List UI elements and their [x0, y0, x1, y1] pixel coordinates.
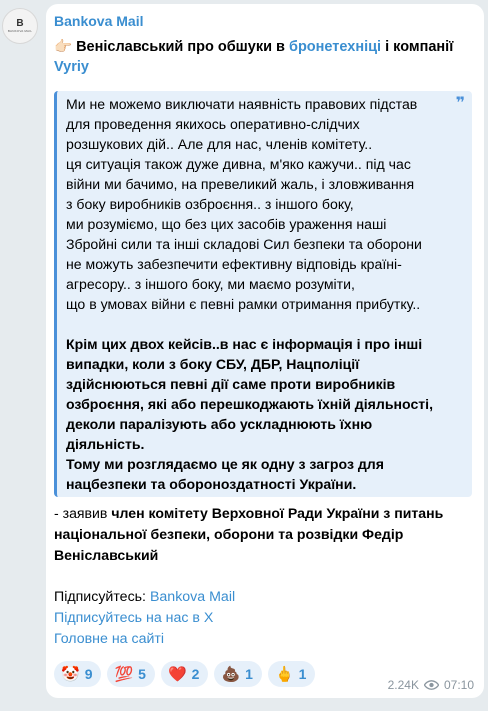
channel-name[interactable]: Bankova Mail: [54, 13, 144, 29]
quote-line: Крім цих двох кейсів..в нас є інформація і про інші: [66, 336, 423, 352]
reaction-middle-finger[interactable]: [268, 661, 315, 687]
quote-line: випадки, коли з боку СБУ, ДБР, Нацполіції: [66, 356, 360, 372]
quote-line: Збройні сили та інші складові Сил безпеки та оборони: [66, 236, 422, 252]
subscribe-line: [54, 587, 472, 608]
quote-line: розшукових дій.. Але для нас, членів комітету..: [66, 136, 373, 152]
views-count: 2.24K: [387, 678, 419, 692]
message-meta: [388, 678, 474, 692]
attribution-line: Веніславський: [54, 547, 159, 563]
attribution-text: [54, 503, 472, 566]
quote-line: війни ми бачимо, на превеликий жаль, і зловживання: [66, 176, 415, 192]
quote-plain-text: [66, 94, 450, 314]
reaction-count: 9: [84, 666, 93, 682]
quote-line: агресору.. з іншого боку, ми маємо розуміти,: [66, 276, 355, 292]
reaction-count: 5: [138, 666, 146, 682]
quote-icon: ❞: [455, 95, 465, 112]
quote-line: ця ситуація також дуже дивна, м'яко кажучи.. під час: [66, 156, 411, 172]
reaction-clown[interactable]: [54, 661, 101, 687]
avatar-letter: B: [16, 18, 24, 29]
site-link[interactable]: Головне на сайті: [54, 631, 165, 647]
heart-icon: ❤️: [167, 665, 187, 683]
pointing-hand-icon: 👉🏻: [54, 39, 73, 55]
quote-line: з боку виробників озброєння.. з іншого боку,: [66, 196, 354, 212]
reaction-count: 1: [298, 666, 307, 682]
clown-icon: 🤡: [61, 665, 80, 683]
quote-line: озброєння, які або перешкоджають їхній діяльності,: [66, 396, 434, 412]
quote-line: нацбезпеки та обороноздатності України.: [66, 476, 357, 492]
middle-finger-icon: 🖕: [274, 665, 294, 683]
quote-line: для проведення якихось оперативно-слідчих: [66, 116, 360, 132]
message-bubble: [46, 4, 484, 698]
reaction-count: 2: [191, 666, 200, 682]
headline-text-middle: і компанії: [381, 39, 454, 55]
quote-line: ми розуміємо, що без цих засобів ураження наші: [66, 216, 387, 232]
avatar-caption: BANKOVA MAIL: [7, 29, 33, 33]
channel-avatar[interactable]: [2, 8, 38, 44]
quote-line: здійснюються певні дії саме проти виробників: [66, 376, 396, 392]
hundred-icon: 💯: [114, 665, 134, 683]
site-line: [54, 629, 472, 650]
quote-line: не можуть забезпечити ефективну відповідь країні-: [66, 256, 402, 272]
reaction-count: 1: [245, 666, 253, 682]
x-line: [54, 608, 472, 629]
reaction-heart[interactable]: [161, 661, 208, 687]
subscribe-link[interactable]: Bankova Mail: [149, 589, 236, 605]
attribution-prefix: - заявив: [54, 505, 112, 521]
hashtag-link-bronetekhnitsi[interactable]: бронетехніці: [288, 39, 382, 55]
attribution-line: член комітету Верховної Ради України з питань: [111, 505, 444, 521]
quote-line: що в умовах війни є певні рамки отримання прибутку..: [66, 296, 421, 312]
message-time: 07:10: [443, 678, 474, 692]
message-headline: [54, 37, 472, 77]
reaction-poo[interactable]: [214, 661, 261, 687]
quote-line: Тому ми розглядаємо це як одну з загроз для: [66, 456, 384, 472]
hashtag-link-vyriy[interactable]: Vyriy: [54, 59, 89, 75]
subscribe-text: Підписуйтесь:: [54, 589, 150, 605]
attribution-line: національної безпеки, оборони та розвідки Федір: [54, 526, 404, 542]
quote-line: деколи паралізують або ускладнюють їхню діяльність.: [66, 416, 373, 452]
x-link[interactable]: Підписуйтесь на нас в Х: [54, 610, 214, 626]
quote-line: Ми не можемо виключати наявність правових підстав: [66, 96, 418, 112]
reaction-hundred[interactable]: [107, 661, 154, 687]
quote-bold-text: [66, 334, 450, 494]
headline-text-before: Веніславський про обшуки в: [76, 39, 289, 55]
eye-icon: [424, 680, 439, 690]
poo-icon: 💩: [221, 665, 241, 683]
blockquote: [54, 91, 472, 497]
